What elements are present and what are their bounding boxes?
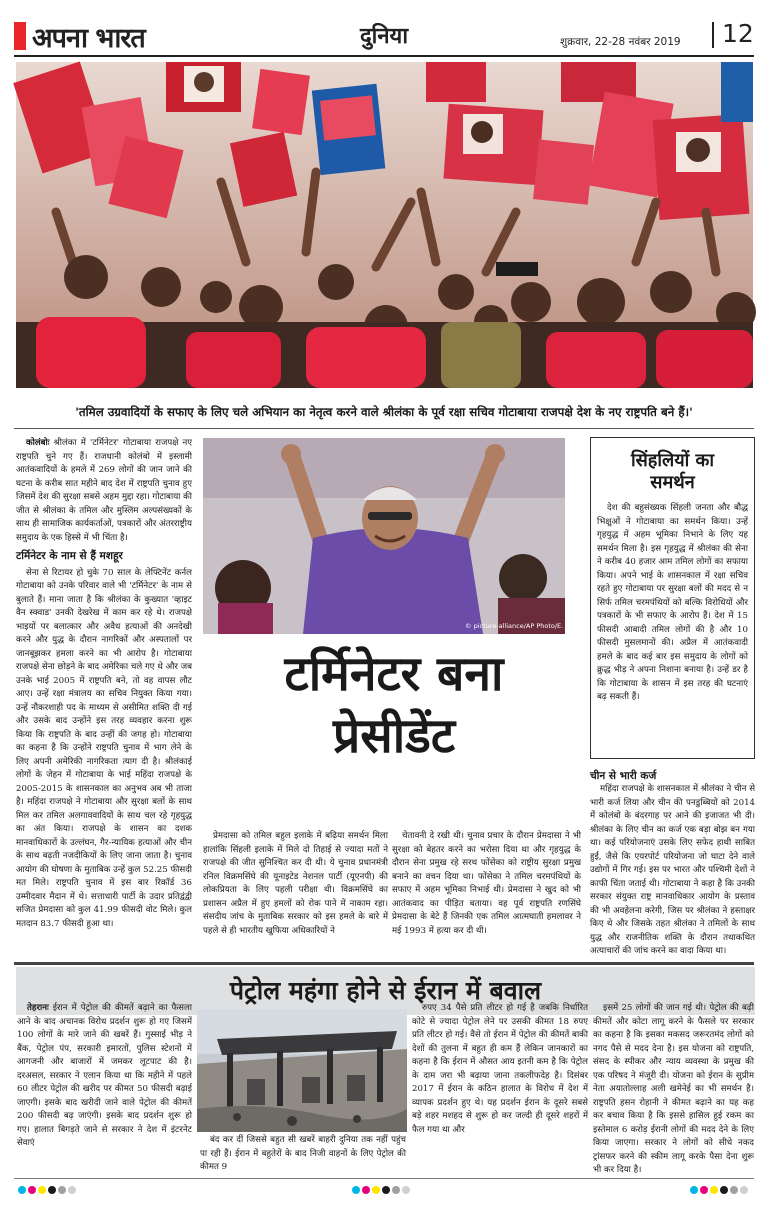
color-registration-marks-center bbox=[352, 1186, 410, 1194]
story-paragraph: इसमें 25 लोगों की जान गई थी। पेट्रोल की बढ़ी कीमतें और कोटा लागू करने के फैसले पर सरकार का कहना है कि इसका मकसद जरूरतमंद लोगों को नगद पैसे से मदद देना है। इस योजना को राष्ट्रपति, संसद के स्पीकर और न्याय व्यवस्था के प्रमुख की एक परिषद ने मंजूरी दी। योजना को ईरान के सुप्रीम नेता अयातोल्लाह अली खमेनेई का भी समर्थन है। राष्ट्रपति हसन रोहानी ने कीमत बढ़ाने का यह कह कर बचाव किया है कि इससे हासिल हुई रकम का इस्तेमाल 6 करोड़ ईरानी लोगों की मदद देने के लिए किया जाएगा। सरकार ने लोगों को सीधे नकद ट्रांसफर करने की स्कीम लागू करके पैसा देना शुरू भी कर दिया है। bbox=[593, 1003, 754, 1175]
caption-rule bbox=[14, 428, 754, 429]
china-debt-body bbox=[590, 783, 755, 958]
footer-rule bbox=[14, 1178, 754, 1179]
subhead-terminator: टर्मिनेटर के नाम से हैं मशहूर bbox=[16, 550, 123, 562]
color-registration-marks-right bbox=[690, 1186, 748, 1194]
section-divider bbox=[14, 962, 754, 965]
burned-petrol-station-photo bbox=[197, 1009, 407, 1132]
subhead-china-debt: चीन से भारी कर्ज bbox=[590, 770, 657, 782]
main-story-column-2 bbox=[203, 830, 388, 958]
newspaper-brand: अपना भारत bbox=[32, 23, 145, 54]
color-registration-marks-left bbox=[18, 1186, 76, 1194]
iran-column-2 bbox=[200, 1134, 406, 1176]
story-paragraph: महिंदा राजपक्षे के शासनकाल में श्रीलंका ने चीन से भारी कर्ज लिया और चीन की पनडुब्बियों को 2014 में कोलंबो के बंदरगाह पर आने की इजाजत भी दी। श्रीलंका के लिए चीन का कर्ज एक बड़ा बोझ बन गया था। कई परियोजनाएं उसके लिए सफेद हाथी साबित हुईं, जैसे कि एयरपोर्ट परियोजना जो घाटा देने वाले उद्योगों में गिर गई। इस पर भारत और पश्चिमी देशों ने काफी चिंता जताई थी। गोटाबाया ने कहा है कि उनकी सरकार संयुक्त राष्ट्र मानवाधिकार आयोग के प्रस्ताव की भी अवहेलना करेगी, जिस पर श्रीलंका ने हस्ताक्षर किए थे और जिसके तहत श्रीलंका ने तमिलों के साथ युद्ध और राजनीतिक शक्ति के दौरान तथाकथित अत्याचारों की जांच करने का वादा किया था। bbox=[590, 784, 755, 956]
top-photo-caption: 'तमिल उग्रवादियों के सफाए के लिए चले अभियान का नेतृत्व करने वाले श्रीलंका के पूर्व रक्षा सचिव गोटाबाया राजपक्षे देश के नए राष्ट्रपति बने हैं।' bbox=[75, 405, 693, 419]
story-paragraph: ईरान में पेट्रोल की कीमतें बढ़ाने का फैसला आने के बाद अचानक विरोध प्रदर्शन शुरू हो गए जिसमें 100 लोगों के मारे जाने की खबरें हैं। गुस्साई भीड़ ने बैंक, पेट्रोल पंप, सरकारी इमारतों, पुलिस स्टेशनों में आगजनी और बाजारों में जमकर लूटपाट की है। दरअसल, सरकार ने एलान किया था कि महीने में पहले 60 लीटर पेट्रोल की खरीद पर कीमत 50 फीसदी बढ़ाई जाएगी। इसके बाद खरीदी जाने वाले पेट्रोल की कीमतें 200 फीसदी बढ़ जाएंगी। इसके बाद प्रदर्शन शुरू हो गए। हालात बिगड़ते जाने से सरकार ने देश में इंटरनेट सेवाएं bbox=[17, 1003, 193, 1148]
iran-headline: पेट्रोल महंगा होने से ईरान में बवाल bbox=[229, 976, 542, 1005]
photo-credit: © picture-alliance/AP Photo/E. Jayawardena bbox=[465, 622, 608, 630]
story-paragraph: चेतावनी दे रखी थी। चुनाव प्रचार के दौरान प्रेमदासा ने भी सुरक्षा को बेहतर करने का भरोसा दिया था और गृहयुद्ध के दौरान सेना प्रमुख रहे सरथ फोंसेका को राष्ट्रीय सुरक्षा प्रमुख बनाने का वचन दिया था। फोंसेका ने तमिल चरमपंथियों के सफाए में अहम भूमिका निभाई थी। प्रेमदासा ने खुद को भी आतंकवाद का पीड़ित बताया। वह पूर्व राष्ट्रपति रणसिंघे प्रेमदासा के बेटे हैं जिनकी एक तमिल आत्मघाती हमलावर ने मई 1993 में हत्या कर दी थी। bbox=[392, 831, 581, 936]
page-number: 12 bbox=[722, 19, 754, 48]
sidebar-title-line-2: समर्थन bbox=[650, 472, 695, 493]
petrol-station-illustration bbox=[197, 1009, 407, 1132]
section-title: दुनिया bbox=[359, 24, 409, 49]
sidebar-paragraph: देश की बहुसंख्यक सिंहली जनता और बौद्ध भिक्षुओं ने गोटाबाया का समर्थन किया। उन्हें गृहयुद्ध में अहम भूमिका निभाने के लिए यह समर्थन मिला है। इस गृहयुद्ध में श्रीलंका की सेना ने करीब 40 हजार आम तमिल लोगों का सफाया किया। अपने भाई के शासनकाल में रक्षा सचिव रहते हुए गोटाबाया पर सुरक्षा बलों की मदद से न सिर्फ तमिल चरमपंथियों को बल्कि विरोधियों और पत्रकारों के भी सफाए के आरोप हैं। देश में 15 फीसदी आबादी तमिल लोगों की है और 10 फीसदी मुसलमानों की। अप्रैल में आतंकवादी हमले के बाद कई बार इस समुदाय के लोगों को क्रुद्ध भीड़ ने अपना निशाना बनाया है। उन्हें डर है कि गोटाबाया के शासन में इस तरह की घटनाएं बढ़ सकती हैं। bbox=[597, 503, 748, 702]
main-story-column-3 bbox=[392, 830, 581, 958]
story-paragraph: बंद कर दीं जिससे बहुत सी खबरें बाहरी दुनिया तक नहीं पहुंच पा रही हैं। ईरान में बहुतेरों के बाद निजी वाहनों के लिए पेट्रोल की कीमत 9 bbox=[200, 1135, 406, 1172]
story-paragraph: रुपए 34 पैसे प्रति लीटर हो गई है जबकि निर्धारित कोटे से ज्यादा पेट्रोल लेने पर उसकी कीमत 18 रुपए प्रति लीटर हो गई। वैसे तो ईरान में पेट्रोल की कीमतें बाकी देशों की तुलना में बहुत ही कम हैं लेकिन जानकारों का कहना है कि ईरान में औसत आय इतनी कम है कि पेट्रोल के दाम जरा भी बढ़ाया जाना तकलीफदेह है। दिसंबर 2017 में ईरान के कठिन हालात के विरोध में देश में व्यापक प्रदर्शन हुए थे। यह प्रदर्शन ईरान के दूसरे सबसे बड़े शहर मशहद से शुरू हो कर जल्दी ही दूसरे शहरों में फैल गया था और bbox=[412, 1003, 588, 1135]
rally-crowd-photo bbox=[16, 62, 753, 388]
candidate-illustration bbox=[203, 438, 608, 634]
iran-dateline: तेहरानः bbox=[27, 1003, 49, 1013]
main-story-column-1 bbox=[16, 437, 192, 955]
iran-column-4 bbox=[593, 1002, 754, 1176]
sidebar-title-line-1: सिंहलियों का bbox=[630, 450, 715, 471]
issue-date: शुक्रवार, 22-28 नवंबर 2019 bbox=[560, 36, 681, 48]
story-paragraph: प्रेमदासा को तमिल बहुल इलाके में बढ़िया समर्थन मिला हालांकि सिंहली इलाके में मिले दो तिहाई से ज्यादा मतों ने राजपक्षे की जीत सुनिश्चित कर दी थी। ये चुनाव प्रधानमंत्री रनिल विक्रमसिंघे की यूनाइटेड नेशनल पार्टी (यूएनपी) की लोकप्रियता के लिए पहली परीक्षा थी। विक्रमसिंघे का प्रशासन अप्रैल में हुए हमलों को रोक पाने में नाकाम रहा। संसदीय जांच के मुताबिक सरकार को इस हमले के बारे में पहले से ही भारतीय खुफिया अधिकारियों ने bbox=[203, 831, 388, 936]
candidate-photo bbox=[203, 438, 608, 634]
iran-column-3 bbox=[412, 1002, 588, 1176]
story-paragraph: सेना से रिटायर हो चुके 70 साल के लेफ्टिनेंट कर्नल गोटाबाया को उनके परिवार वाले भी 'टर्मिनेटर' के नाम से बुलाते हैं। माना जाता है कि श्रीलंका के कुख्यात 'व्हाइट वैन स्क्वाड' उनकी देखरेख में काम कर रहे थे। राजपक्षे भाइयों पर बलात्कार और अवैध हत्याओं की अनदेखी करने और युद्ध के दौरान नागरिकों और अस्पतालों पर जानबूझकर हमला करने का भी आरोप है। गोटाबाया राजपक्षे सेना छोड़ने के बाद अमेरिका चले गए थे और जब उनके भाई 2005 में राष्ट्रपति बने, तो वह वापस लौट आए। उन्हें रक्षा मंत्रालय का सचिव नियुक्त किया गया। उन्हें नौकरशाही पद के माध्यम से असीमित शक्ति दी गई और उसके बाद उन्होंने इस तरह व्यवहार करना शुरू किया कि राष्ट्रपति के बाद उन्हीं की जगह हो। गोटाबाया का कहना है कि उन्होंने राष्ट्रपति चुनाव में भाग लेने के लिए अपनी अमेरिकी नागरिकता त्याग दी है। श्रीलंकाई लोगों के जेहन में गोटाबाया के भाई महिंदा राजपक्षे के 2005-2015 के शासनकाल का अनुभव अब भी ताजा है। महिंदा राजपक्षे ने गोटाबाया और सुरक्षा बलों के साथ मिल कर तमिल अलगाववादियों के साथ चल रहे गृहयुद्ध का अंत किया। राजपक्षे के शासन का दशक मानवाधिकारों के उल्लंघन, गैर-न्यायिक हत्याओं और चीन के साथ बढ़ती नजदीकियों के लिए जाना जाता है। चुनाव आयोग की घोषणा के मुताबिक उन्हें कुल 52.25 फीसदी मत मिले। राष्ट्रपति चुनाव में इस बार रिकॉर्ड 36 उम्मीदवार मैदान में थे। सत्ताधारी पार्टी के उदार प्रतिद्वंद्वी सजित प्रेमदासा को कुल 41.99 फीसदी वोट मिले। कुल मतदान 83.7 फीसदी हुआ था। bbox=[16, 567, 192, 929]
main-headline-line-2: प्रेसीडेंट bbox=[332, 708, 456, 764]
main-headline-line-1: टर्मिनेटर बना bbox=[284, 646, 504, 702]
dateline: कोलंबोः bbox=[26, 438, 50, 448]
story-paragraph: श्रीलंका में 'टर्मिनेटर' गोटाबाया राजपक्षे नए राष्ट्रपति चुने गए हैं। राजधानी कोलंबो में इस्लामी आतंकवादियों के हमले में 269 लोगों की जान जाने की घटना के करीब सात महीने बाद देश में राष्ट्रपति चुनाव हुए जिसमें देश की सुरक्षा सबसे अहम मुद्दा रहा। गोटाबाया की जीत से श्रीलंका के तमिल और मुस्लिम अल्पसंख्यकों के साथ ही सामाजिक कार्यकर्ताओं, पत्रकारों और अंतरराष्ट्रीय समुदाय के एक हिस्से में भी चिंता है। bbox=[16, 438, 193, 543]
iran-column-1 bbox=[17, 1002, 192, 1174]
sidebar-body bbox=[597, 502, 748, 754]
page-number-divider bbox=[712, 22, 714, 48]
main-headline bbox=[203, 643, 585, 767]
rally-crowd-illustration bbox=[16, 62, 753, 388]
masthead-rule bbox=[14, 55, 754, 57]
sidebar-title bbox=[590, 450, 755, 494]
